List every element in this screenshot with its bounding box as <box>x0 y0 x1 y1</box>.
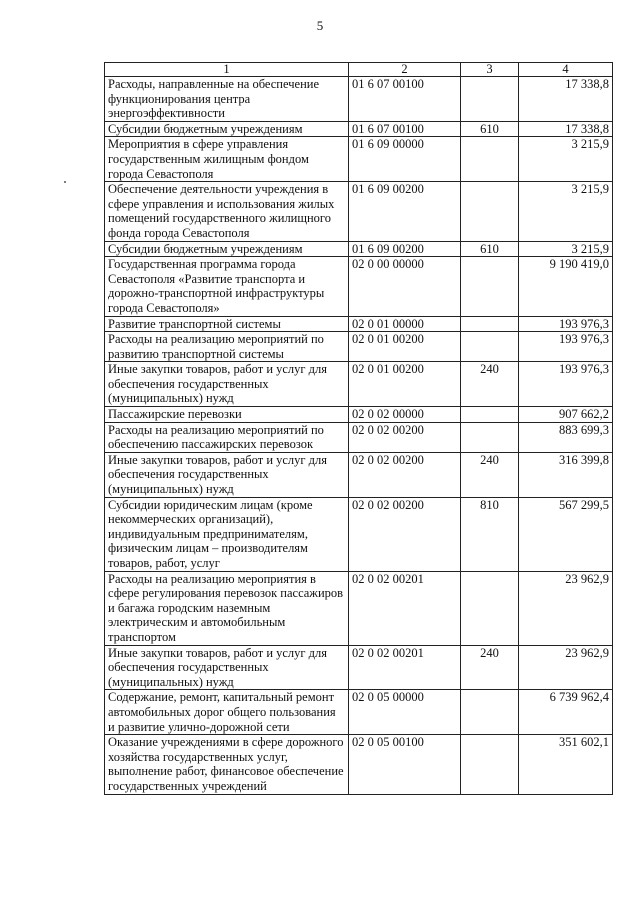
cell-amount: 3 215,9 <box>519 137 613 182</box>
cell-name: Пассажирские перевозки <box>105 407 349 423</box>
cell-code: 02 0 02 00200 <box>349 422 461 452</box>
table-row <box>105 121 613 137</box>
table-row <box>105 452 613 497</box>
cell-type <box>461 735 519 794</box>
column-header-code: 2 <box>349 63 461 77</box>
table-row <box>105 362 613 407</box>
cell-amount: 351 602,1 <box>519 735 613 794</box>
cell-name: Расходы на реализацию мероприятий по обеспечению пассажирских перевозок <box>105 422 349 452</box>
scan-speck <box>64 181 66 183</box>
cell-code: 02 0 02 00200 <box>349 497 461 571</box>
table-row <box>105 137 613 182</box>
cell-name: Оказание учреждениями в сфере дорожного хозяйства государственных услуг, выполнение работ, финансовое обеспечение государственных учреждений <box>105 735 349 794</box>
cell-code: 01 6 07 00100 <box>349 77 461 122</box>
table-row <box>105 182 613 241</box>
table-row <box>105 241 613 257</box>
cell-name: Иные закупки товаров, работ и услуг для обеспечения государственных (муниципальных) нужд <box>105 452 349 497</box>
cell-name: Развитие транспортной системы <box>105 316 349 332</box>
cell-amount: 907 662,2 <box>519 407 613 423</box>
budget-table <box>104 62 613 795</box>
cell-type <box>461 137 519 182</box>
table-row <box>105 690 613 735</box>
cell-type <box>461 257 519 316</box>
cell-code: 02 0 01 00200 <box>349 362 461 407</box>
table-row <box>105 407 613 423</box>
cell-code: 01 6 09 00000 <box>349 137 461 182</box>
cell-name: Мероприятия в сфере управления государственным жилищным фондом города Севастополя <box>105 137 349 182</box>
cell-name: Иные закупки товаров, работ и услуг для обеспечения государственных (муниципальных) нужд <box>105 645 349 690</box>
cell-amount: 9 190 419,0 <box>519 257 613 316</box>
cell-code: 01 6 07 00100 <box>349 121 461 137</box>
cell-code: 02 0 01 00000 <box>349 316 461 332</box>
cell-code: 02 0 02 00201 <box>349 645 461 690</box>
table-header-row <box>105 63 613 77</box>
cell-type <box>461 77 519 122</box>
cell-amount: 17 338,8 <box>519 77 613 122</box>
cell-type <box>461 182 519 241</box>
cell-code: 02 0 05 00100 <box>349 735 461 794</box>
cell-type <box>461 571 519 645</box>
table-row <box>105 77 613 122</box>
cell-type: 810 <box>461 497 519 571</box>
page-number: 5 <box>316 18 324 33</box>
table-row <box>105 645 613 690</box>
cell-amount: 3 215,9 <box>519 241 613 257</box>
cell-amount: 567 299,5 <box>519 497 613 571</box>
cell-amount: 23 962,9 <box>519 645 613 690</box>
table-row <box>105 316 613 332</box>
cell-name: Расходы, направленные на обеспечение функционирования центра энергоэффективности <box>105 77 349 122</box>
cell-type: 240 <box>461 452 519 497</box>
cell-name: Субсидии бюджетным учреждениям <box>105 241 349 257</box>
cell-name: Субсидии бюджетным учреждениям <box>105 121 349 137</box>
cell-code: 02 0 02 00000 <box>349 407 461 423</box>
cell-code: 02 0 02 00200 <box>349 452 461 497</box>
table-row <box>105 257 613 316</box>
cell-amount: 193 976,3 <box>519 332 613 362</box>
cell-type: 240 <box>461 645 519 690</box>
cell-amount: 883 699,3 <box>519 422 613 452</box>
cell-type <box>461 316 519 332</box>
cell-type <box>461 332 519 362</box>
column-header-amount: 4 <box>519 63 613 77</box>
cell-code: 01 6 09 00200 <box>349 241 461 257</box>
cell-type <box>461 407 519 423</box>
cell-code: 02 0 01 00200 <box>349 332 461 362</box>
cell-amount: 23 962,9 <box>519 571 613 645</box>
cell-name: Иные закупки товаров, работ и услуг для обеспечения государственных (муниципальных) нужд <box>105 362 349 407</box>
cell-code: 02 0 00 00000 <box>349 257 461 316</box>
cell-amount: 6 739 962,4 <box>519 690 613 735</box>
cell-amount: 193 976,3 <box>519 316 613 332</box>
table-row <box>105 497 613 571</box>
cell-name: Обеспечение деятельности учреждения в сфере управления и использования жилых помещений государственного жилищного фонда города Севастополя <box>105 182 349 241</box>
cell-type: 240 <box>461 362 519 407</box>
cell-type: 610 <box>461 241 519 257</box>
column-header-type: 3 <box>461 63 519 77</box>
cell-name: Государственная программа города Севастополя «Развитие транспорта и дорожно-транспортной инфраструктуры города Севастополя» <box>105 257 349 316</box>
cell-amount: 316 399,8 <box>519 452 613 497</box>
cell-code: 02 0 05 00000 <box>349 690 461 735</box>
cell-name: Содержание, ремонт, капитальный ремонт автомобильных дорог общего пользования и развитие улично-дорожной сети <box>105 690 349 735</box>
cell-amount: 3 215,9 <box>519 182 613 241</box>
cell-name: Расходы на реализацию мероприятия в сфере регулирования перевозок пассажиров и багажа городским наземным электрическим и автомобильным транспортом <box>105 571 349 645</box>
table-row <box>105 571 613 645</box>
cell-amount: 193 976,3 <box>519 362 613 407</box>
table-row <box>105 332 613 362</box>
column-header-name: 1 <box>105 63 349 77</box>
table-row <box>105 735 613 794</box>
cell-code: 01 6 09 00200 <box>349 182 461 241</box>
table-row <box>105 422 613 452</box>
table-body <box>105 77 613 795</box>
cell-type <box>461 422 519 452</box>
cell-name: Расходы на реализацию мероприятий по развитию транспортной системы <box>105 332 349 362</box>
cell-type <box>461 690 519 735</box>
cell-name: Субсидии юридическим лицам (кроме некоммерческих организаций), индивидуальным предпринимателям, физическим лицам – производителям товаров, работ, услуг <box>105 497 349 571</box>
cell-amount: 17 338,8 <box>519 121 613 137</box>
cell-code: 02 0 02 00201 <box>349 571 461 645</box>
cell-type: 610 <box>461 121 519 137</box>
